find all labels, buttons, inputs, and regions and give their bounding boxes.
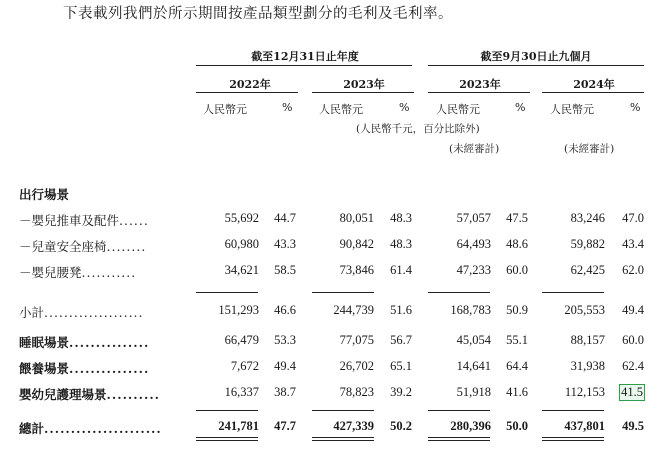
margin-cell: 60.0	[506, 263, 528, 277]
currency-label-3: 人民幣元	[436, 103, 480, 116]
year-2024-9m: 2024年	[573, 78, 615, 91]
year-2022: 2022年	[229, 78, 271, 91]
row-label-text: 嬰幼兒護理場景	[19, 387, 107, 402]
amount-cell: 7,672	[230, 359, 259, 373]
margin-cell: 51.6	[390, 303, 412, 317]
amount-cell: 241,781	[218, 419, 259, 433]
leader-dots: ...............	[69, 335, 150, 350]
row-label-text: －嬰兒推車及配件	[19, 213, 120, 228]
subtotal-rule	[428, 292, 490, 293]
amount-cell: 78,823	[339, 385, 374, 399]
leader-dots: ......	[119, 213, 149, 228]
margin-cell: 50.0	[506, 419, 528, 433]
amount-cell: 51,918	[456, 385, 491, 399]
row-label-text: 睡眠場景	[19, 335, 70, 350]
amount-cell: 34,621	[224, 263, 259, 277]
amount-cell: 64,493	[456, 237, 491, 251]
row-label-text: 餵養場景	[19, 361, 70, 376]
margin-cell: 48.6	[506, 237, 528, 251]
margin-cell: 44.7	[274, 211, 296, 225]
header-group-fiscal-year: 截至12月31日止年度	[251, 50, 359, 63]
header-group-nine-months: 截至9月30日止九個月	[480, 50, 592, 63]
amount-cell: 73,846	[339, 263, 374, 277]
amount-cell: 57,057	[456, 211, 491, 225]
unaudited-note-2: (未經審計)	[564, 143, 615, 155]
amount-cell: 60,980	[224, 237, 259, 251]
currency-label-2: 人民幣元	[319, 103, 363, 116]
year-rule-2	[312, 92, 414, 93]
currency-label-4: 人民幣元	[550, 103, 594, 116]
total-double-underline	[196, 437, 258, 441]
amount-cell: 77,075	[339, 333, 374, 347]
year-rule-4	[542, 92, 644, 93]
year-rule-3	[428, 92, 530, 93]
row-label-hip-seat	[19, 263, 136, 281]
amount-cell: 83,246	[570, 211, 605, 225]
margin-cell: 47.5	[506, 211, 528, 225]
margin-cell: 39.2	[390, 385, 412, 399]
amount-cell: 151,293	[218, 303, 259, 317]
margin-cell: 47.0	[622, 211, 644, 225]
margin-cell: 64.4	[506, 359, 528, 373]
total-top-rule	[542, 410, 604, 411]
amount-cell: 59,882	[570, 237, 605, 251]
amount-cell: 437,801	[564, 419, 605, 433]
year-rule-1	[196, 92, 298, 93]
row-label-text: －兒童安全座椅	[19, 239, 107, 254]
row-label-subtotal	[19, 303, 143, 321]
amount-cell: 427,339	[333, 419, 374, 433]
margin-cell: 43.3	[274, 237, 296, 251]
subtotal-rule	[312, 292, 374, 293]
margin-cell: 58.5	[274, 263, 296, 277]
margin-cell: 53.3	[274, 333, 296, 347]
leader-dots: ..........	[106, 387, 161, 402]
margin-cell: 49.5	[622, 419, 644, 433]
pct-label-3: %	[515, 101, 526, 114]
subtotal-rule	[542, 292, 604, 293]
amount-cell: 88,157	[570, 333, 605, 347]
row-label-sleep	[19, 333, 149, 351]
amount-cell: 205,553	[564, 303, 605, 317]
pct-label-1: %	[282, 101, 293, 114]
currency-label-1: 人民幣元	[203, 103, 247, 116]
amount-cell: 26,702	[339, 359, 374, 373]
leader-dots: ........	[106, 239, 147, 254]
amount-cell: 280,396	[450, 419, 491, 433]
margin-cell: 46.6	[274, 303, 296, 317]
amount-cell: 14,641	[456, 359, 491, 373]
year-2023-9m: 2023年	[459, 78, 501, 91]
subtotal-rule	[196, 292, 258, 293]
amount-cell: 244,739	[333, 303, 374, 317]
total-double-underline	[312, 437, 374, 441]
intro-sentence: 下表載列我們於所示期間按產品類型劃分的毛利及毛利率。	[63, 6, 453, 22]
amount-cell: 31,938	[570, 359, 605, 373]
row-label-stroller	[19, 211, 149, 229]
header-rule-nine-months	[428, 65, 644, 66]
row-label-total	[19, 419, 162, 437]
row-label-care	[19, 385, 160, 403]
amount-cell: 47,233	[456, 263, 491, 277]
margin-cell: 38.7	[274, 385, 296, 399]
total-top-rule	[428, 410, 490, 411]
margin-cell: 41.5	[621, 385, 643, 399]
leader-dots: ......................	[44, 421, 162, 436]
margin-cell: 41.6	[506, 385, 528, 399]
margin-cell: 49.4	[622, 303, 644, 317]
leader-dots: ...........	[81, 265, 137, 280]
margin-cell: 48.3	[390, 211, 412, 225]
margin-cell: 47.7	[274, 419, 296, 433]
row-label-car-seat	[19, 237, 146, 255]
margin-cell: 65.1	[390, 359, 412, 373]
amount-cell: 66,479	[224, 333, 259, 347]
margin-cell: 50.9	[506, 303, 528, 317]
margin-cell: 56.7	[390, 333, 412, 347]
header-rule-fiscal	[196, 65, 412, 66]
margin-cell: 61.4	[390, 263, 412, 277]
amount-cell: 45,054	[456, 333, 491, 347]
leader-dots: ....................	[44, 305, 144, 320]
margin-cell: 62.0	[622, 263, 644, 277]
amount-cell: 112,153	[564, 385, 605, 399]
pct-label-4: %	[630, 101, 641, 114]
total-top-rule	[312, 410, 374, 411]
leader-dots: ...............	[69, 361, 150, 376]
section-title-travel: 出行場景	[19, 187, 70, 202]
pct-label-2: %	[399, 101, 410, 114]
unit-note: (人民幣千元，百分比除外)	[356, 123, 480, 135]
total-double-underline	[428, 437, 490, 441]
amount-cell: 62,425	[570, 263, 605, 277]
total-top-rule	[196, 410, 258, 411]
total-double-underline	[542, 437, 604, 441]
amount-cell: 168,783	[450, 303, 491, 317]
row-label-text: 總計	[19, 421, 45, 436]
row-label-feeding	[19, 359, 149, 377]
margin-cell: 43.4	[622, 237, 644, 251]
margin-cell: 48.3	[390, 237, 412, 251]
margin-cell: 55.1	[506, 333, 528, 347]
amount-cell: 90,842	[339, 237, 374, 251]
margin-cell: 49.4	[274, 359, 296, 373]
margin-cell: 62.4	[622, 359, 644, 373]
margin-cell: 50.2	[390, 419, 412, 433]
year-2023-fy: 2023年	[343, 78, 385, 91]
margin-cell: 60.0	[622, 333, 644, 347]
amount-cell: 55,692	[224, 211, 259, 225]
unaudited-note-1: (未經審計)	[449, 143, 500, 155]
row-label-text: －嬰兒腰凳	[19, 265, 82, 280]
amount-cell: 80,051	[339, 211, 374, 225]
row-label-text: 小計	[19, 305, 45, 320]
amount-cell: 16,337	[224, 385, 259, 399]
